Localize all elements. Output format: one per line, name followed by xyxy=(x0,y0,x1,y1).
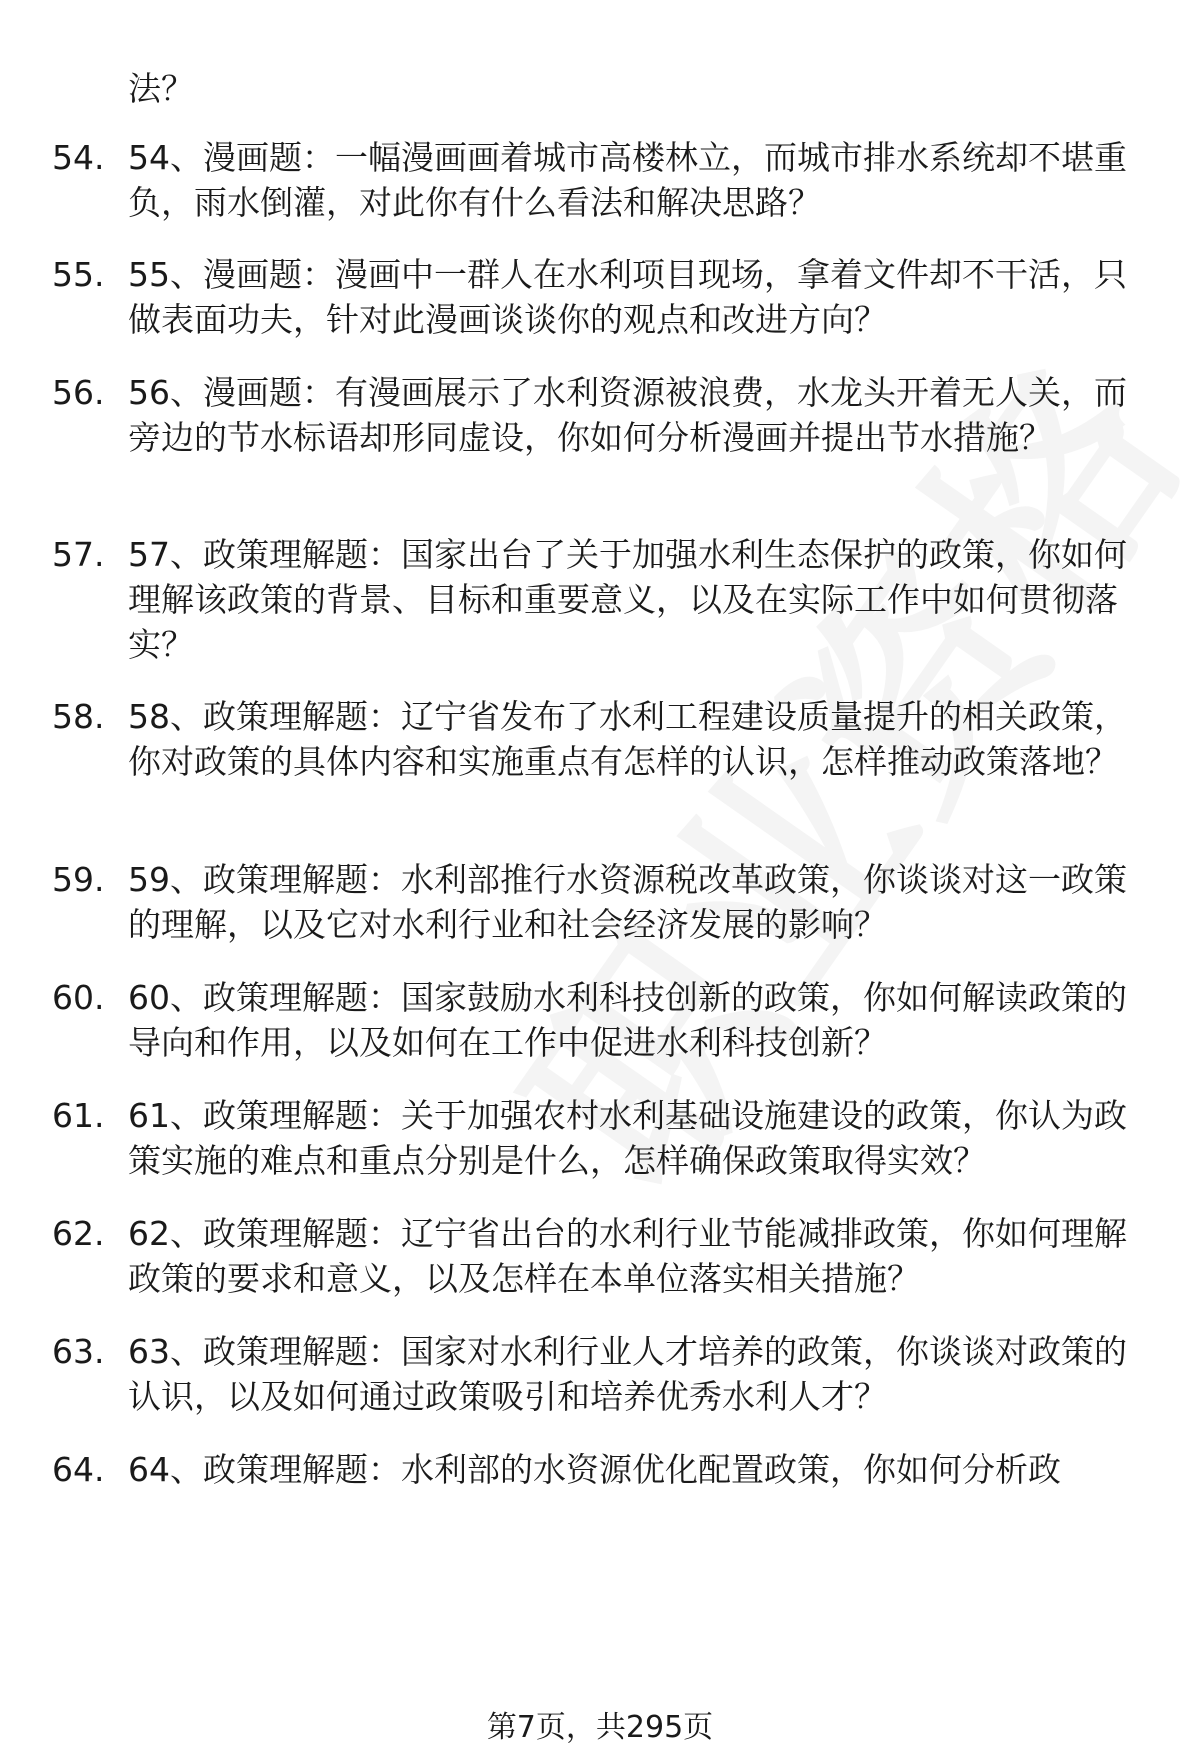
item-number: 59. xyxy=(52,860,105,899)
item-number: 62. xyxy=(52,1214,105,1253)
item-number: 55. xyxy=(52,255,105,294)
item-number: 61. xyxy=(52,1096,105,1135)
page-footer: 第7页，共295页 xyxy=(486,1710,714,1745)
item-number: 64. xyxy=(52,1450,105,1489)
item-number: 57. xyxy=(52,535,105,574)
item-text: 63、政策理解题：国家对水利行业人才培养的政策，你谈谈对政策的认识，以及如何通过政策吸引和培养优秀水利人才？ xyxy=(128,1332,1127,1416)
item-text: 56、漫画题：有漫画展示了水利资源被浪费，水龙头开着无人关，而旁边的节水标语却形同虚设，你如何分析漫画并提出节水措施？ xyxy=(128,373,1127,457)
item-text: 62、政策理解题：辽宁省出台的水利行业节能减排政策，你如何理解政策的要求和意义，以及怎样在本单位落实相关措施？ xyxy=(128,1214,1127,1298)
item-text: 60、政策理解题：国家鼓励水利科技创新的政策，你如何解读政策的导向和作用，以及如何在工作中促进水利科技创新？ xyxy=(128,978,1127,1062)
item-number: 60. xyxy=(52,978,105,1017)
item-text: 54、漫画题：一幅漫画画着城市高楼林立，而城市排水系统却不堪重负，雨水倒灌，对此你有什么看法和解决思路？ xyxy=(128,138,1127,222)
item-number: 58. xyxy=(52,697,105,736)
item-text: 57、政策理解题：国家出台了关于加强水利生态保护的政策，你如何理解该政策的背景、目标和重要意义，以及在实际工作中如何贯彻落实？ xyxy=(128,535,1127,664)
item-text: 59、政策理解题：水利部推行水资源税改革政策，你谈谈对这一政策的理解，以及它对水利行业和社会经济发展的影响？ xyxy=(128,860,1127,944)
item-number: 63. xyxy=(52,1332,105,1371)
item-number: 56. xyxy=(52,373,105,412)
item-text: 58、政策理解题：辽宁省发布了水利工程建设质量提升的相关政策，你对政策的具体内容和实施重点有怎样的认识，怎样推动政策落地？ xyxy=(128,697,1127,781)
item-text: 55、漫画题：漫画中一群人在水利项目现场，拿着文件却不干活，只做表面功夫，针对此漫画谈谈你的观点和改进方向？ xyxy=(128,255,1127,339)
item-text: 64、政策理解题：水利部的水资源优化配置政策，你如何分析政 xyxy=(128,1450,1061,1489)
item-text: 61、政策理解题：关于加强农村水利基础设施建设的政策，你认为政策实施的难点和重点分别是什么，怎样确保政策取得实效？ xyxy=(128,1096,1127,1180)
item-number: 54. xyxy=(52,138,105,177)
continuation-text: 法？ xyxy=(128,69,194,108)
